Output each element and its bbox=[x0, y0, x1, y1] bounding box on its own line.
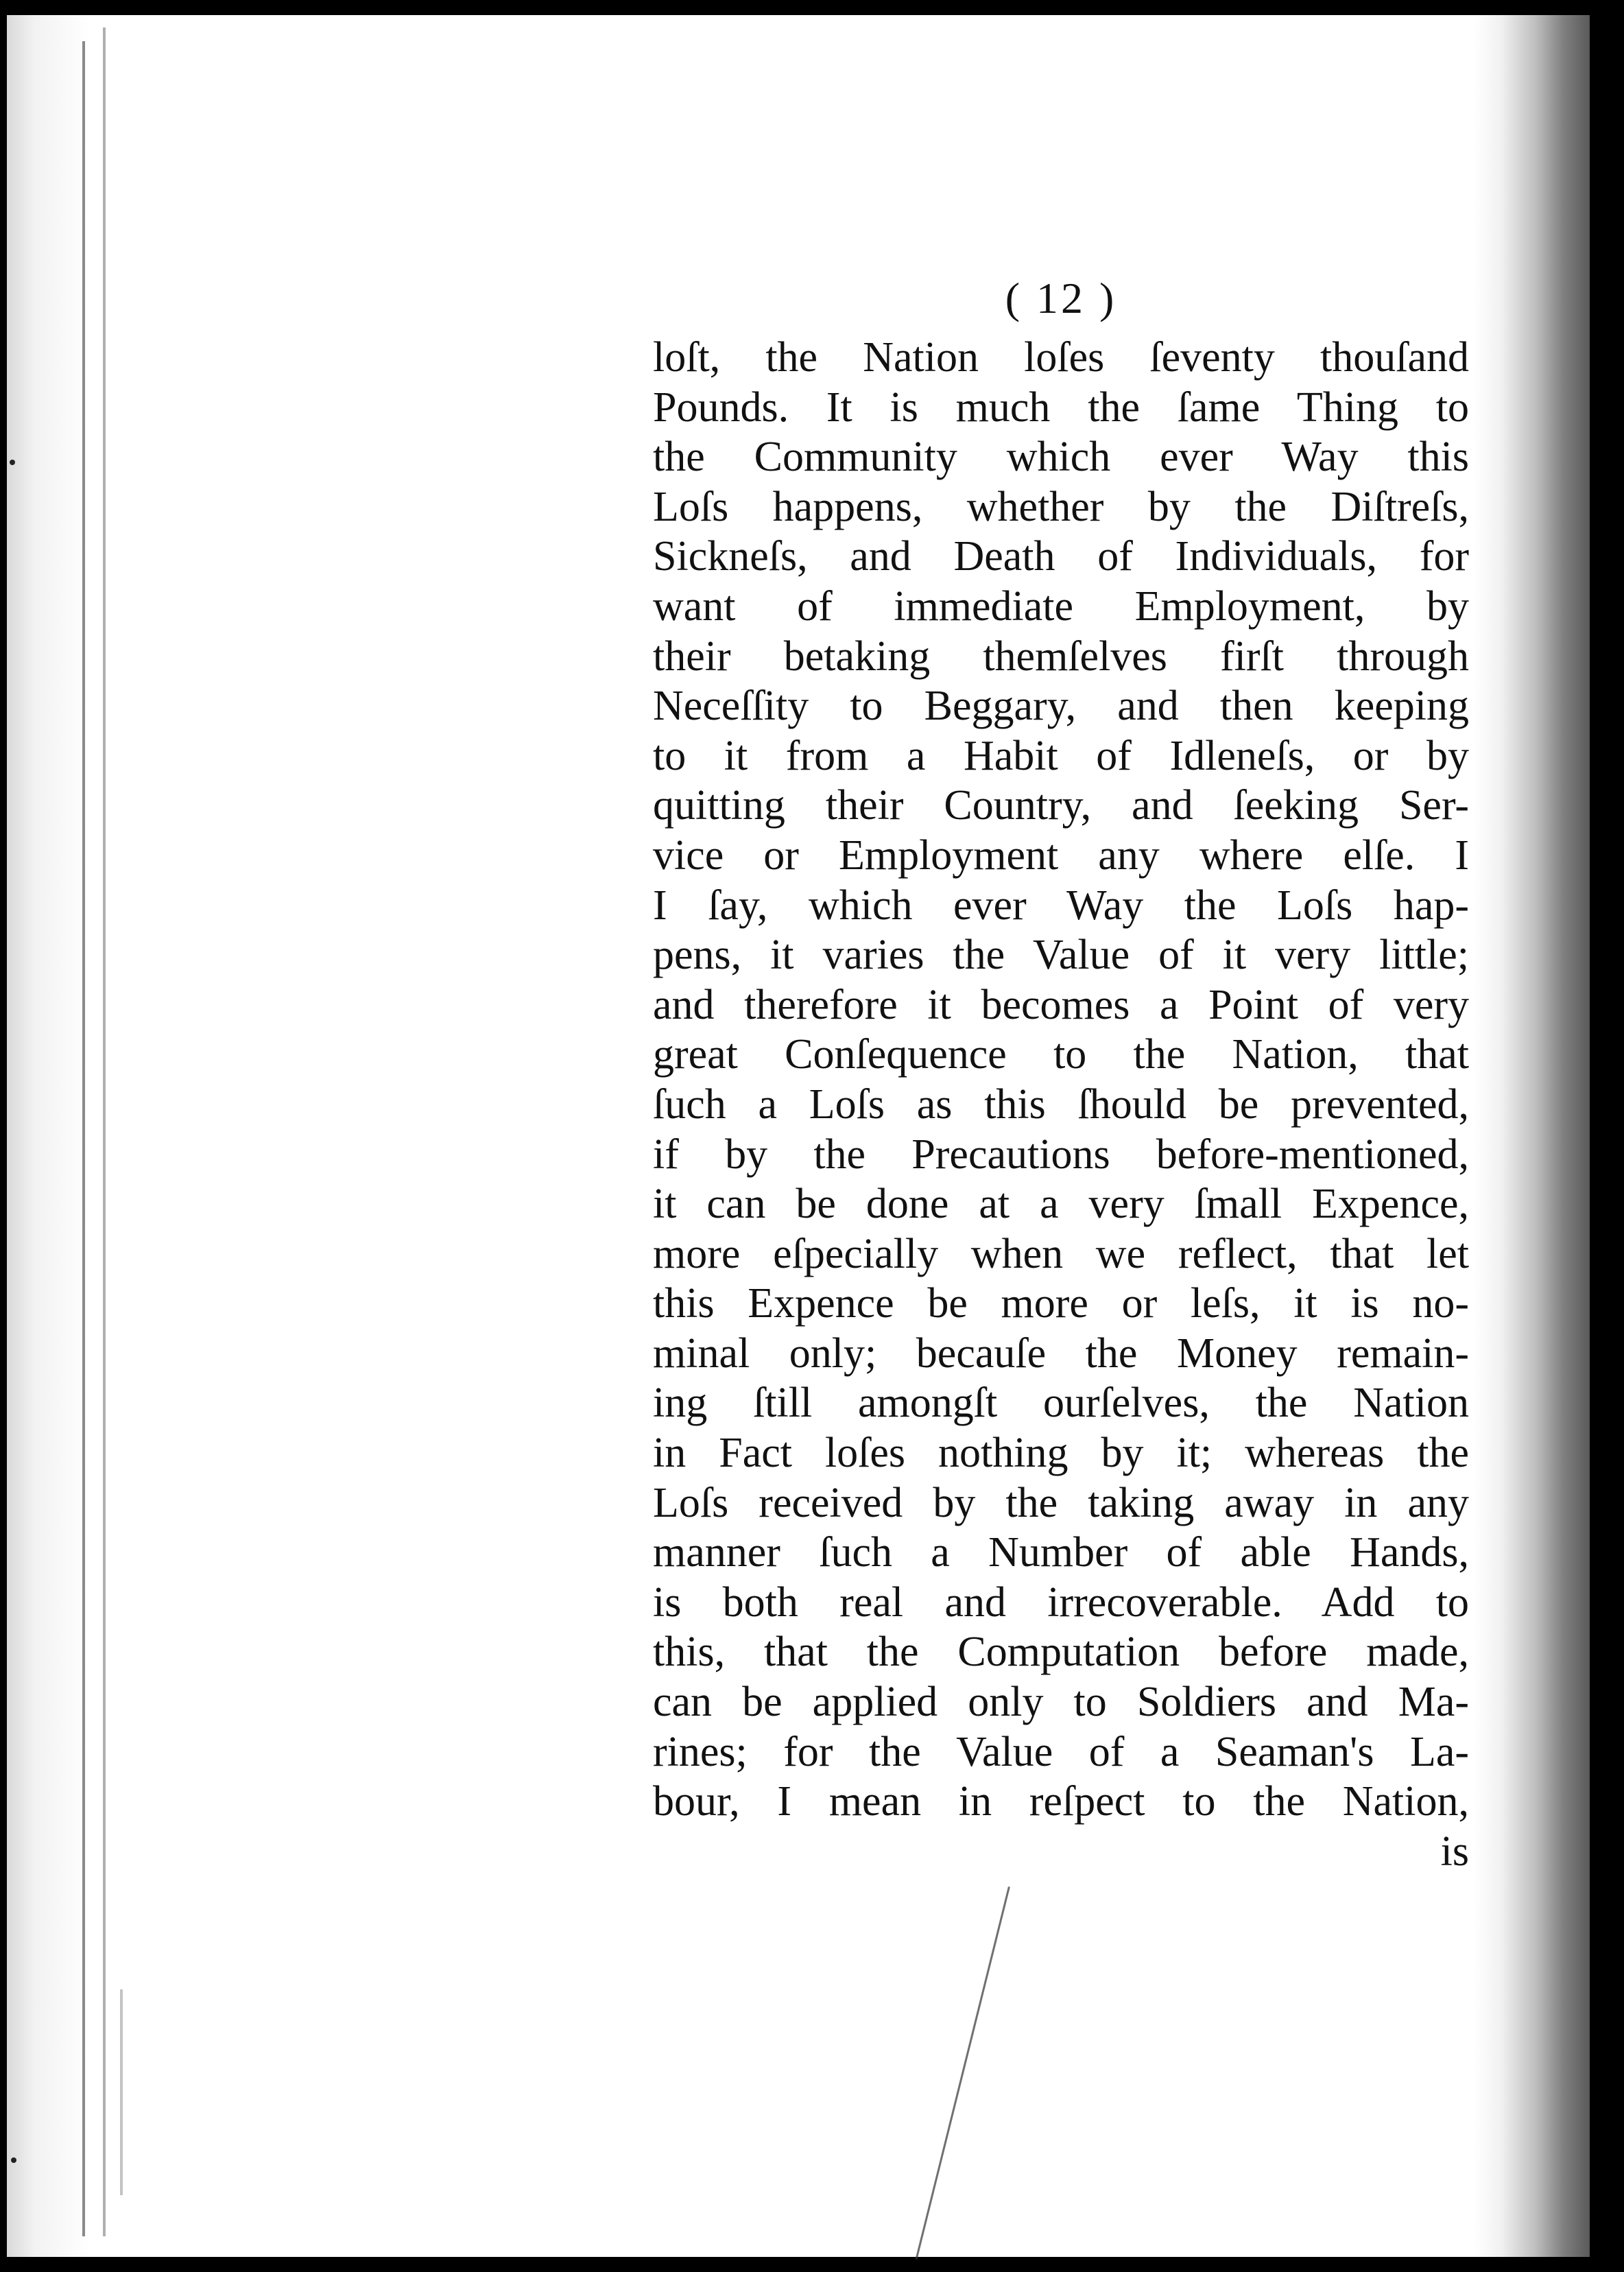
text-line: in Fact loſes nothing by it; whereas the bbox=[653, 1430, 1469, 1477]
text-line: rines; for the Value of a Seaman's La- bbox=[653, 1728, 1469, 1775]
text-block bbox=[653, 271, 1469, 1876]
text-line: this, that the Computation before made, bbox=[653, 1629, 1469, 1676]
gutter-crease bbox=[120, 1989, 123, 2195]
text-line: ſuch a Loſs as this ſhould be prevented, bbox=[653, 1080, 1469, 1128]
text-line: and therefore it becomes a Point of very bbox=[653, 981, 1469, 1028]
text-line: more eſpecially when we reflect, that let bbox=[653, 1230, 1469, 1277]
text-line: pens, it varies the Value of it very little; bbox=[653, 932, 1469, 979]
adjacent-page-edge bbox=[1474, 15, 1590, 2257]
scan-border-right bbox=[1590, 0, 1624, 2272]
text-line: want of immediate Employment, by bbox=[653, 582, 1469, 630]
text-line: ing ſtill amongſt ourſelves, the Nation bbox=[653, 1380, 1469, 1427]
text-line: great Conſequence to the Nation, that bbox=[653, 1031, 1469, 1078]
text-line: bour, I mean in reſpect to the Nation, bbox=[653, 1778, 1469, 1825]
text-line: Loſs happens, whether by the Diſtreſs, bbox=[653, 483, 1469, 530]
scan-border-bottom bbox=[0, 2257, 1624, 2272]
text-line: is both real and irrecoverable. Add to bbox=[653, 1578, 1469, 1626]
text-line: Loſs received by the taking away in any bbox=[653, 1479, 1469, 1526]
text-line: their betaking themſelves firſt through bbox=[653, 632, 1469, 680]
gutter-crease bbox=[82, 41, 85, 2236]
text-line: to it from a Habit of Idleneſs, or by bbox=[653, 732, 1469, 779]
text-line: loſt, the Nation loſes ſeventy thouſand bbox=[653, 334, 1469, 381]
gutter-crease bbox=[103, 27, 106, 2236]
text-line: if by the Precautions before-mentioned, bbox=[653, 1131, 1469, 1178]
text-line: quitting their Country, and ſeeking Ser- bbox=[653, 782, 1469, 829]
text-line: vice or Employment any where elſe. I bbox=[653, 831, 1469, 879]
body-text bbox=[653, 333, 1469, 1827]
text-line: manner ſuch a Number of able Hands, bbox=[653, 1529, 1469, 1576]
text-line: can be applied only to Soldiers and Ma- bbox=[653, 1679, 1469, 1726]
scan-border-left bbox=[0, 0, 7, 2272]
text-line: it can be done at a very ſmall Expence, bbox=[653, 1181, 1469, 1228]
paper-scratch bbox=[916, 1886, 1010, 2260]
text-line: this Expence be more or leſs, it is no- bbox=[653, 1280, 1469, 1327]
catchword: is bbox=[1440, 1827, 1469, 1875]
text-line: the Community which ever Way this bbox=[653, 434, 1469, 481]
text-line: I ſay, which ever Way the Loſs hap- bbox=[653, 881, 1469, 929]
text-line: minal only; becauſe the Money remain- bbox=[653, 1329, 1469, 1377]
text-line: Sickneſs, and Death of Individuals, for bbox=[653, 533, 1469, 580]
scan-border-top bbox=[0, 0, 1624, 15]
page-number: ( 12 ) bbox=[1005, 274, 1117, 322]
book-gutter bbox=[7, 15, 165, 2257]
specks bbox=[11, 2157, 16, 2163]
text-line: Neceſſity to Beggary, and then keeping bbox=[653, 683, 1469, 730]
text-line: Pounds. It is much the ſame Thing to bbox=[653, 383, 1469, 431]
specks bbox=[10, 460, 15, 465]
